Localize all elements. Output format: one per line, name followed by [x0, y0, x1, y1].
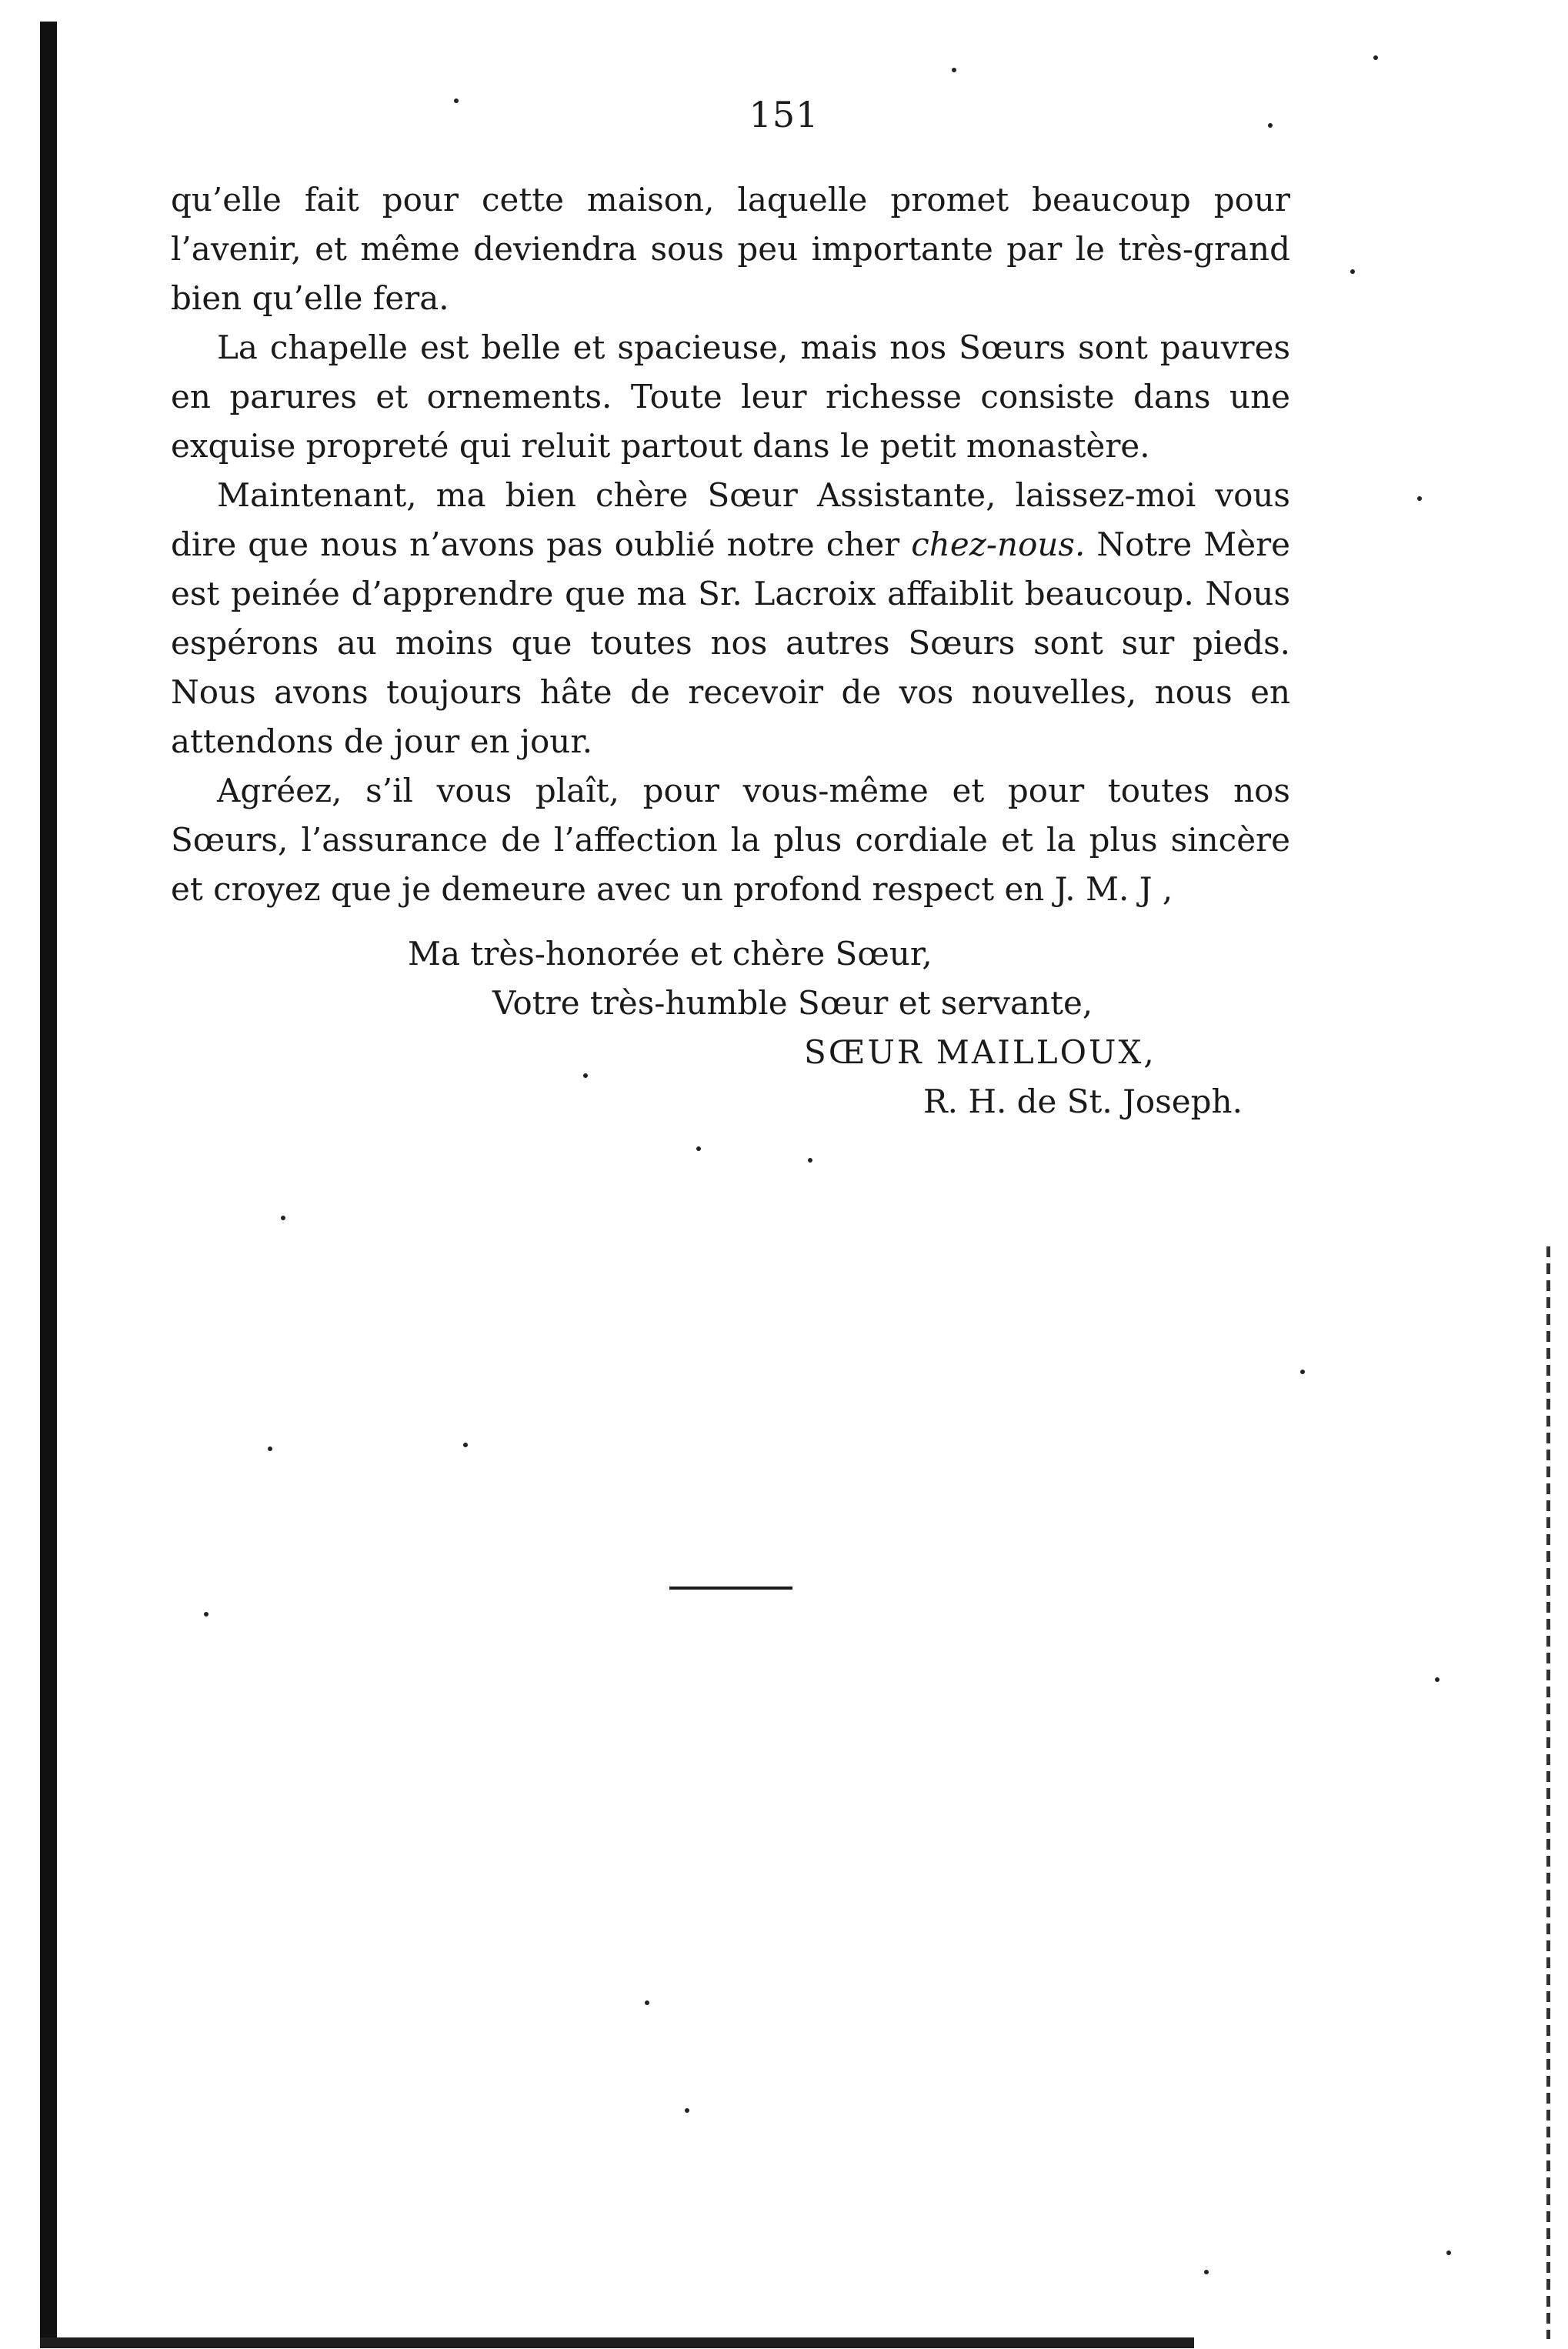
scan-speck: [1300, 1370, 1305, 1374]
scan-speck: [1417, 496, 1422, 501]
scan-speck: [1435, 1677, 1440, 1682]
scan-speck: [1446, 2251, 1451, 2255]
paragraph: [171, 766, 1290, 914]
scan-speck: [583, 1073, 588, 1078]
signature: SŒUR MAILLOUX,: [804, 1033, 1156, 1071]
scan-bottom-edge: [40, 2337, 1194, 2348]
signature-title: R. H. de St. Joseph.: [923, 1083, 1243, 1120]
scan-speck: [696, 1146, 701, 1151]
scan-speck: [1268, 123, 1273, 128]
paragraph: [171, 471, 1290, 766]
closing-complimentary: Votre très-humble Sœur et servante,: [492, 984, 1093, 1022]
scan-binding-shadow: [40, 22, 57, 2337]
end-rule: [669, 1587, 792, 1590]
italic-phrase: chez-nous.: [911, 526, 1086, 563]
scan-speck: [204, 1612, 209, 1617]
scan-speck: [454, 98, 459, 103]
paragraph-text: Notre Mère est peinée d’apprendre que ma Sr. Lacroix affaiblit beaucoup. Nous espérons au moins que toutes nos autres Sœurs sont sur pieds. Nous avons toujours hâte de recevoir de vos nouvelles, nous en attendons de jour en jour.: [171, 526, 1291, 760]
paragraph-text: qu’elle fait pour cette maison, laquelle promet beaucoup pour l’avenir, et même deviendra sous peu importante par le très-grand bien qu’elle fera.: [171, 181, 1290, 317]
scan-speck: [1204, 2270, 1209, 2274]
scan-speck: [268, 1446, 272, 1451]
page-number: 151: [749, 94, 819, 135]
scan-speck: [645, 2000, 649, 2005]
scan-speck: [808, 1158, 812, 1163]
paragraph: [171, 323, 1290, 471]
paragraph-text: La chapelle est belle et spacieuse, mais nos Sœurs sont pauvres en parures et ornements. Toute leur richesse consiste dans une exquise propreté qui reluit partout dans le petit monastère.: [171, 329, 1290, 465]
scan-speck: [952, 68, 956, 72]
scan-speck: [685, 2108, 689, 2113]
scan-speck: [1350, 269, 1355, 274]
paragraph: [171, 175, 1290, 323]
scan-speck: [281, 1216, 285, 1220]
scan-speck: [463, 1443, 468, 1447]
scan-right-edge: [1546, 1246, 1550, 2339]
paragraph-text: Agréez, s’il vous plaît, pour vous-même et pour toutes nos Sœurs, l’assurance de l’affection la plus cordiale et la plus sincère et croyez que je demeure avec un profond respect en J. M. J ,: [171, 772, 1290, 908]
letter-body: [171, 175, 1290, 914]
scan-speck: [1373, 55, 1378, 60]
closing-salutation: Ma très-honorée et chère Sœur,: [408, 935, 932, 973]
paragraph-text: Maintenant, ma bien chère Sœur Assistante, laissez-moi vous dire que nous n’avons pas oublié notre cher: [171, 476, 1290, 563]
